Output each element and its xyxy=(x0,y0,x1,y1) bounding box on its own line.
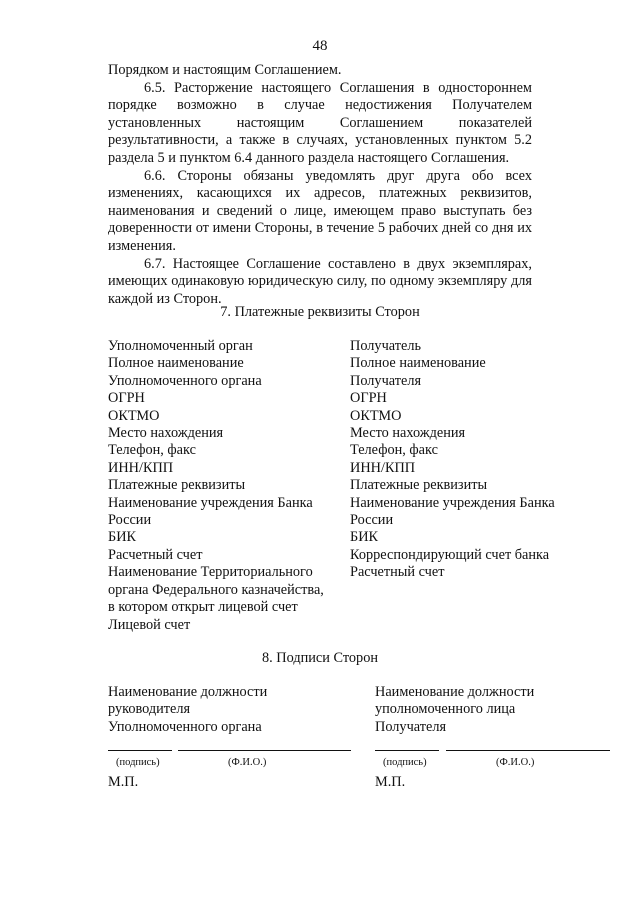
requisite-line: БИК xyxy=(350,529,379,546)
requisite-line: ИНН/КПП xyxy=(350,459,416,476)
requisite-line: Платежные реквизиты xyxy=(350,477,488,494)
paragraph-6-6: 6.6. Стороны обязаны уведомлять друг друга обо всех изменениях, касающихся их адресов, платежных реквизитов, наименования и сведений о лице, имеющем право выступать без доверенности от имени Стороны, в течение 5 рабочих дней со дня их изменения. xyxy=(108,167,532,254)
requisite-line: Место нахождения xyxy=(350,425,466,442)
position-line: Наименование должности xyxy=(375,684,535,700)
left-name-caption: (Ф.И.О.) xyxy=(228,757,267,768)
section-8-title: 8. Подписи Сторон xyxy=(261,650,378,666)
paragraph-continuation: Порядком и настоящим Соглашением. xyxy=(108,62,342,78)
requisite-line: в котором открыт лицевой счет xyxy=(108,599,298,616)
requisite-line: Платежные реквизиты xyxy=(108,477,246,494)
requisite-line: России xyxy=(108,512,152,529)
requisite-line: Уполномоченный орган xyxy=(108,338,253,354)
requisite-line: ОКТМО xyxy=(350,407,402,424)
position-line: уполномоченного лица xyxy=(375,701,516,718)
requisite-line: Корреспондирующий счет банка xyxy=(350,546,550,563)
requisite-line: Лицевой счет xyxy=(108,616,191,633)
position-line: Наименование должности xyxy=(108,684,268,700)
right-signature-caption: (подпись) xyxy=(383,757,427,768)
requisite-line: Телефон, факс xyxy=(350,442,438,459)
requisite-line: Получателя xyxy=(350,372,422,389)
requisite-line: Телефон, факс xyxy=(108,442,196,459)
requisites-left-column xyxy=(108,338,324,634)
right-stamp-mark: М.П. xyxy=(375,774,406,790)
requisite-line: Полное наименование xyxy=(108,355,244,372)
requisites-right-column xyxy=(350,338,555,582)
right-signature-line xyxy=(375,750,439,751)
requisite-line: ОКТМО xyxy=(108,407,160,424)
section-7-title: 7. Платежные реквизиты Сторон xyxy=(220,304,420,320)
position-line: Уполномоченного органа xyxy=(108,718,262,735)
requisite-line: Наименование Территориального xyxy=(108,564,313,581)
left-signature-caption: (подпись) xyxy=(116,757,160,768)
requisite-line: ОГРН xyxy=(108,390,145,407)
left-name-line xyxy=(178,750,351,751)
page-number: 48 xyxy=(312,38,328,54)
requisite-line: России xyxy=(350,512,394,529)
position-line: Получателя xyxy=(375,718,447,735)
requisite-line: ОГРН xyxy=(350,390,387,407)
signature-left-block xyxy=(108,684,267,736)
position-line: руководителя xyxy=(108,701,191,718)
agreement-text xyxy=(108,62,532,308)
paragraph-6-5: 6.5. Расторжение настоящего Соглашения в одностороннем порядке возможно в случае недостижения Получателем установленных настоящим Соглашением показателей результативности, а также в случаях, установленных пунктом 5.2 раздела 5 и пунктом 6.4 данного раздела настоящего Соглашения. xyxy=(108,79,532,166)
signature-right-block xyxy=(375,684,534,736)
requisite-line: Место нахождения xyxy=(108,425,224,442)
requisite-line: Наименование учреждения Банка xyxy=(350,494,555,511)
left-stamp-mark: М.П. xyxy=(108,774,139,790)
requisite-line: Расчетный счет xyxy=(108,546,203,563)
requisite-line: Расчетный счет xyxy=(350,564,445,581)
requisite-line: БИК xyxy=(108,529,137,546)
left-signature-line xyxy=(108,750,172,751)
paragraph-6-7: 6.7. Настоящее Соглашение составлено в двух экземплярах, имеющих одинаковую юридическую силу, по одному экземпляру для каждой из Сторон. xyxy=(108,255,532,307)
requisite-line: Наименование учреждения Банка xyxy=(108,494,313,511)
requisite-line: ИНН/КПП xyxy=(108,459,174,476)
requisite-line: Полное наименование xyxy=(350,355,486,372)
requisite-line: органа Федерального казначейства, xyxy=(108,581,324,598)
requisite-line: Получатель xyxy=(350,338,421,354)
right-name-caption: (Ф.И.О.) xyxy=(496,757,535,768)
requisite-line: Уполномоченного органа xyxy=(108,372,262,389)
right-name-line xyxy=(446,750,610,751)
